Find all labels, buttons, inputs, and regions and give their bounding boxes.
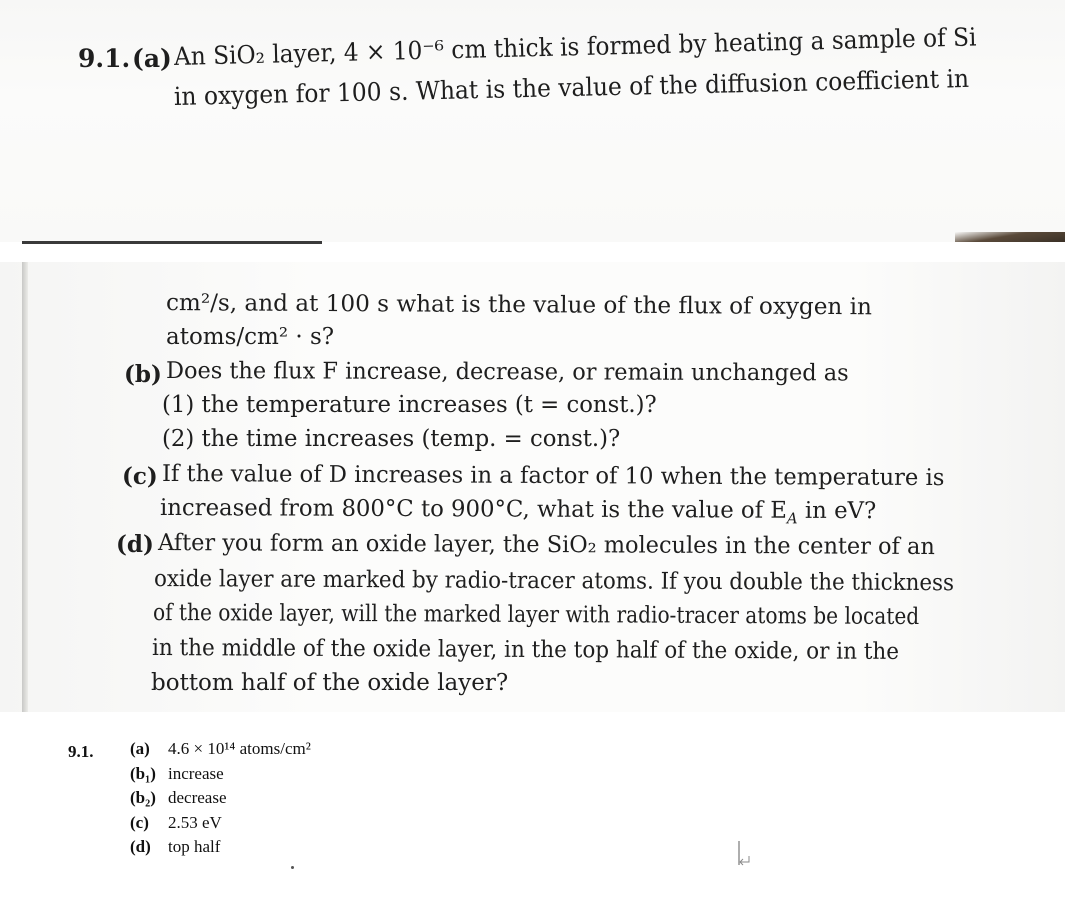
part-b-line-2: (1) the temperature increases (t = const.)? — [162, 392, 657, 418]
answer-b1-label: (b₁) — [130, 764, 156, 783]
page-edge-left — [22, 241, 322, 244]
answer-b1-value: increase — [168, 764, 224, 783]
answer-d-label: (d) — [130, 837, 151, 856]
page-gutter — [22, 262, 28, 712]
part-b-label: (b) — [124, 361, 162, 388]
part-d-line-2: oxide layer are marked by radio-tracer atoms. If you double the thickness — [153, 566, 955, 597]
answer-b2-label: (b₂) — [130, 788, 156, 807]
part-d-line-3: of the oxide layer, will the marked layer with radio-tracer atoms be located — [152, 600, 920, 631]
part-d-line-5: bottom half of the oxide layer? — [151, 670, 509, 696]
problem-line-3: cm²/s, and at 100 s what is the value of the flux of oxygen in — [165, 290, 873, 321]
part-c-line-1: If the value of D increases in a factor of 10 when the temperature is — [161, 461, 945, 492]
part-a-label: (a) — [132, 44, 172, 73]
answer-c-label: (c) — [130, 813, 149, 832]
text-cursor-icon — [737, 840, 753, 866]
part-d-line-4: in the middle of the oxide layer, in the top half of the oxide, or in the — [151, 635, 900, 665]
answer-c-value: 2.53 eV — [168, 813, 222, 832]
answer-a-value: 4.6 × 10¹⁴ atoms/cm² — [168, 739, 311, 758]
problem-line-4: atoms/cm² · s? — [166, 324, 335, 350]
part-c-line-2-text: increased from 800°C to 900°C, what is the value of E — [159, 495, 788, 524]
part-c-label: (c) — [122, 463, 158, 490]
problem-line-2: in oxygen for 100 s. What is the value of the diffusion coefficient in — [173, 63, 970, 111]
part-d-label: (d) — [116, 531, 154, 558]
answer-number: 9.1. — [68, 742, 94, 761]
problem-number: 9.1. — [78, 44, 131, 73]
part-d-line-1: After you form an oxide layer, the SiO₂ molecules in the center of an — [157, 530, 935, 561]
part-c-subscript: A — [786, 509, 798, 528]
part-b-line-1: Does the flux F increase, decrease, or remain unchanged as — [165, 358, 849, 387]
page-edge-right — [955, 232, 1065, 242]
part-c-line-2-end: in eV? — [797, 497, 877, 525]
answer-b2-value: decrease — [168, 788, 227, 807]
stray-dot — [291, 866, 294, 869]
problem-line-1: An SiO₂ layer, 4 × 10⁻⁶ cm thick is formed by heating a sample of Si — [173, 22, 977, 71]
answer-a-label: (a) — [130, 739, 150, 758]
answer-d-value: top half — [168, 837, 221, 856]
part-b-line-3: (2) the time increases (temp. = const.)? — [162, 426, 621, 452]
